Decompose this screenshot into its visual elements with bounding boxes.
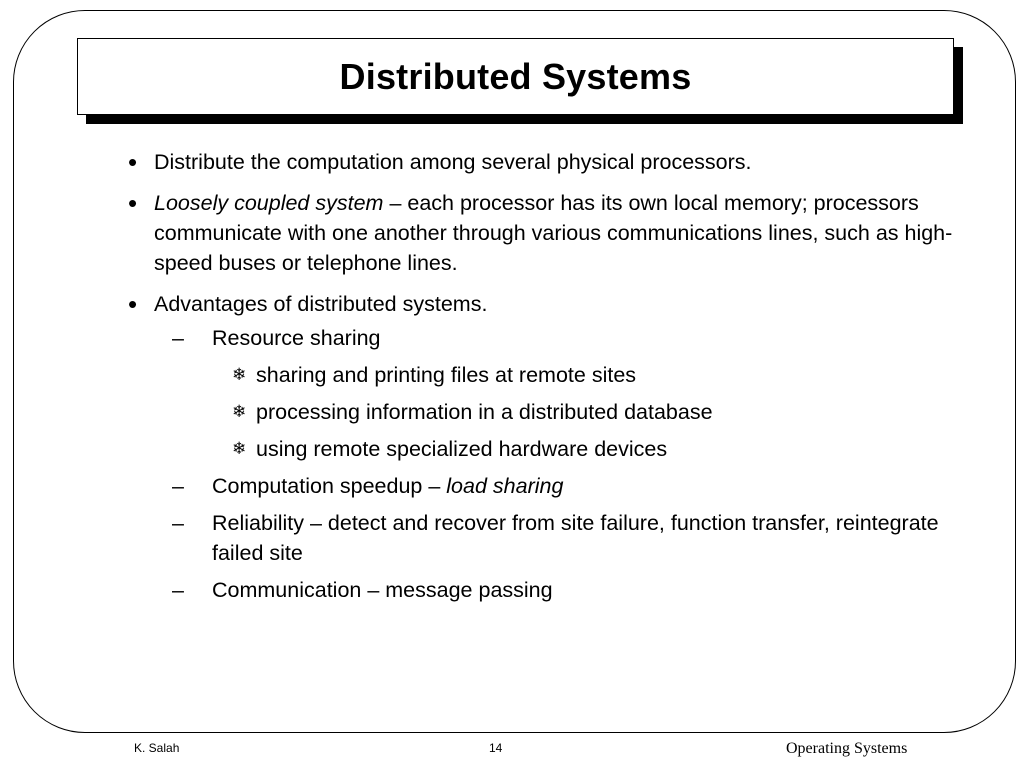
sub-item <box>126 471 966 501</box>
bullet-item <box>126 188 966 278</box>
slide-title: Distributed Systems <box>339 55 692 97</box>
subsub-item <box>126 360 966 390</box>
subsub-item-text: processing information in a distributed database <box>256 400 713 424</box>
dash-icon: – <box>172 326 184 350</box>
bullet-item <box>126 289 966 319</box>
footer-author: K. Salah <box>134 741 180 755</box>
bullet-icon: • <box>128 289 138 319</box>
sub-item <box>126 508 966 568</box>
bullet-item <box>126 147 966 177</box>
bullet-text: Distribute the computation among several physical processors. <box>154 150 752 174</box>
subsub-item <box>126 397 966 427</box>
dash-icon: – <box>172 511 184 535</box>
dash-icon: – <box>172 474 184 498</box>
bullet-icon: • <box>128 147 138 177</box>
bullet-text: Advantages of distributed systems. <box>154 292 488 316</box>
snowflake-icon: ❄ <box>232 402 247 421</box>
footer-page-number: 14 <box>489 741 503 755</box>
snowflake-icon: ❄ <box>232 439 247 458</box>
dash-icon: – <box>172 578 184 602</box>
bullet-icon: • <box>128 188 138 218</box>
sub-item-italic-term: load sharing <box>446 474 564 498</box>
sub-item-text: Computation speedup – <box>212 474 447 498</box>
bullet-text: – each processor has its own local memory; processors communicate with one another through various communications lines, such as high-speed buses or telephone lines. <box>154 191 953 275</box>
subsub-item-text: sharing and printing files at remote sites <box>256 363 637 387</box>
title-box <box>77 38 954 115</box>
sub-item-text: Communication – message passing <box>212 578 553 602</box>
subsub-item <box>126 434 966 464</box>
bullet-italic-term: Loosely coupled system <box>154 191 384 215</box>
subsub-item-text: using remote specialized hardware devices <box>256 437 668 461</box>
sub-item-text: Reliability – detect and recover from site failure, function transfer, reintegrate failed site <box>212 511 939 565</box>
sub-item <box>126 323 966 353</box>
sub-item-text: Resource sharing <box>212 326 381 350</box>
footer-course: Operating Systems <box>786 740 908 757</box>
sub-item <box>126 575 966 605</box>
snowflake-icon: ❄ <box>232 365 247 384</box>
slide-content <box>126 147 966 612</box>
